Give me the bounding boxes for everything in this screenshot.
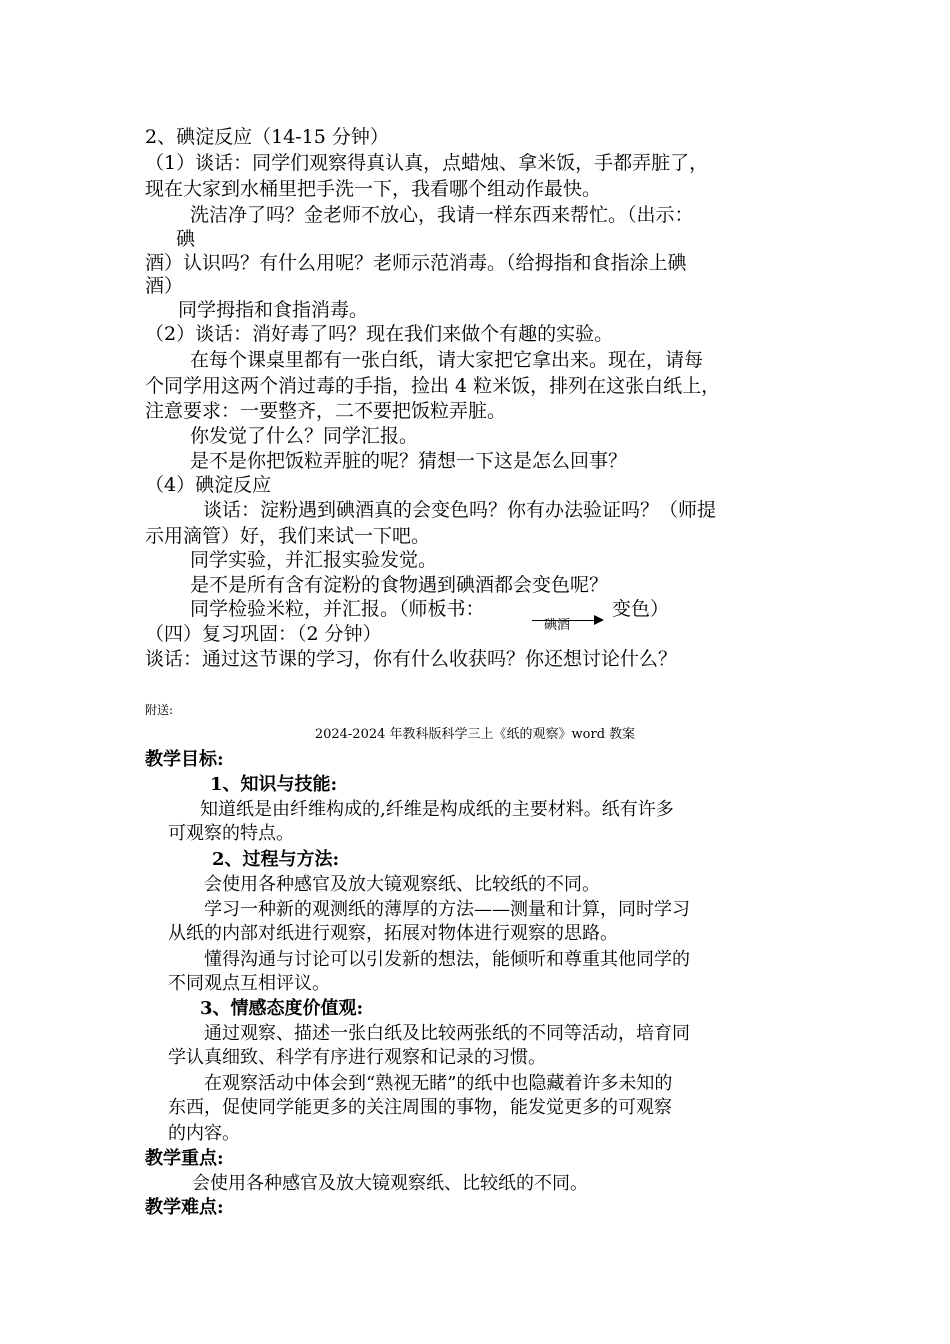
paragraph-line: 谈话：通过这节课的学习，你有什么收获吗？你还想讨论什么？ bbox=[145, 648, 678, 670]
paragraph-line: 个同学用这两个消过毒的手指，捡出 4 粒米饭，排列在这张白纸上， bbox=[145, 375, 721, 397]
paragraph-line: （4）碘淀反应 bbox=[145, 474, 272, 496]
paragraph-line: 变色） bbox=[612, 598, 670, 620]
paragraph-line: 是不是所有含有淀粉的食物遇到碘酒都会变色呢？ bbox=[190, 574, 609, 596]
attachment-label: 附送: bbox=[145, 703, 174, 717]
paragraph-line: （1）谈话：同学们观察得真认真，点蜡烛、拿米饭，手都弄脏了， bbox=[145, 152, 709, 174]
document-title: 2024-2024 年教科版科学三上《纸的观察》word 教案 bbox=[314, 727, 636, 742]
paragraph-line: 学认真细致、科学有序进行观察和记录的习惯。 bbox=[168, 1047, 546, 1068]
heading-difficult-points: 教学难点: bbox=[145, 1197, 224, 1218]
paragraph-line: 现在大家到水桶里把手洗一下，我看哪个组动作最快。 bbox=[145, 178, 602, 200]
heading-teaching-goals: 教学目标: bbox=[145, 749, 224, 770]
paragraph-line: 碘 bbox=[176, 228, 196, 250]
paragraph-line: 从纸的内部对纸进行观察，拓展对物体进行观察的思路。 bbox=[168, 923, 618, 944]
paragraph-line: 洗洁净了吗？金老师不放心，我请一样东西来帮忙。（出示： bbox=[190, 204, 694, 226]
paragraph-line: 同学拇指和食指消毒。 bbox=[178, 299, 369, 321]
subheading-process-methods: 2、过程与方法: bbox=[212, 849, 340, 870]
paragraph-line: 同学实验，并汇报实验发觉。 bbox=[190, 549, 438, 571]
paragraph-line: 的内容。 bbox=[168, 1123, 240, 1144]
section-heading-iodine-starch: 2、碘淀反应（14-15 分钟） bbox=[145, 126, 389, 148]
section-heading-review: （四）复习巩固：（2 分钟） bbox=[145, 623, 382, 645]
paragraph-line: 会使用各种感官及放大镜观察纸、比较纸的不同。 bbox=[204, 874, 600, 895]
subheading-knowledge-skills: 1、知识与技能: bbox=[210, 774, 338, 795]
paragraph-line: 通过观察、描述一张白纸及比较两张纸的不同等活动，培育同 bbox=[204, 1023, 690, 1044]
board-arrow bbox=[532, 608, 606, 634]
paragraph-line: 在观察活动中体会到“熟视无睹”的纸中也隐藏着许多未知的 bbox=[204, 1073, 673, 1094]
paragraph-line: 是不是你把饭粒弄脏的呢？猜想一下这是怎么回事？ bbox=[190, 450, 628, 472]
paragraph-line: 注意要求：一要整齐，二不要把饭粒弄脏。 bbox=[145, 400, 507, 422]
paragraph-line: 知道纸是由纤维构成的,纤维是构成纸的主要材料。纸有许多 bbox=[200, 799, 674, 820]
paragraph-line: 酒）认识吗？有什么用呢？老师示范消毒。（给拇指和食指涂上碘 bbox=[145, 252, 687, 274]
arrow-line bbox=[532, 620, 596, 621]
paragraph-line: 同学检验米粒，并汇报。（师板书： bbox=[190, 598, 485, 620]
paragraph-line: 酒） bbox=[145, 275, 184, 297]
paragraph-line: 不同观点互相评议。 bbox=[168, 973, 330, 994]
paragraph-line: 东西，促使同学能更多的关注周围的事物，能发觉更多的可观察 bbox=[168, 1097, 672, 1118]
arrow-label: 碘酒 bbox=[544, 618, 571, 633]
paragraph-line: （2）谈话：消好毒了吗？现在我们来做个有趣的实验。 bbox=[145, 323, 614, 345]
subheading-emotion-values: 3、情感态度价值观: bbox=[200, 998, 364, 1019]
paragraph-line: 在每个课桌里都有一张白纸，请大家把它拿出来。现在，请每 bbox=[190, 349, 704, 371]
paragraph-line: 示用滴管）好，我们来试一下吧。 bbox=[145, 525, 431, 547]
paragraph-line: 谈话：淀粉遇到碘酒真的会变色吗？你有办法验证吗？（师提 bbox=[203, 499, 717, 521]
paragraph-line: 学习一种新的观测纸的薄厚的方法——测量和计算，同时学习 bbox=[204, 899, 690, 920]
heading-key-points: 教学重点: bbox=[145, 1148, 224, 1169]
paragraph-line: 懂得沟通与讨论可以引发新的想法，能倾听和尊重其他同学的 bbox=[204, 949, 690, 970]
paragraph-line: 你发觉了什么？同学汇报。 bbox=[190, 425, 419, 447]
paragraph-line: 可观察的特点。 bbox=[168, 823, 294, 844]
paragraph-line: 会使用各种感官及放大镜观察纸、比较纸的不同。 bbox=[192, 1173, 588, 1194]
arrow-right-icon bbox=[594, 615, 604, 625]
